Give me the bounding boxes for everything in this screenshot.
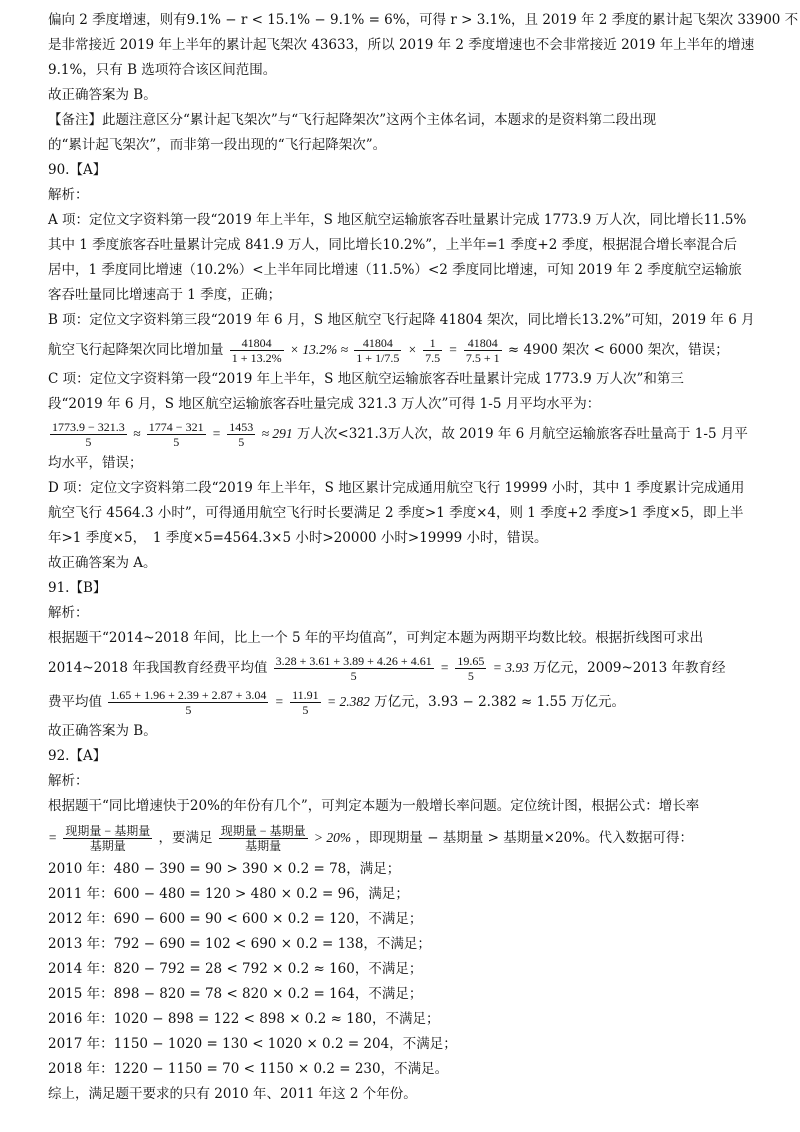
math-text: = 3.93	[492, 660, 529, 675]
fraction	[274, 654, 434, 683]
formula-line	[48, 417, 768, 451]
numerator: 1453	[229, 420, 254, 434]
numerator: 41804	[464, 336, 502, 351]
answer-line: 故正确答案为 B。	[48, 723, 157, 739]
text-line: A 项：定位文字资料第一段“2019 年上半年，S 地区航空运输旅客吞吐量累计完成 1773.9 万人次，同比增长11.5%	[48, 212, 747, 228]
text-line: 偏向 2 季度增速，则有9.1% − r < 15.1% − 9.1% = 6%，可得 r > 3.1%，且 2019 年 2 季度的累计起飞架次 33900 不	[48, 12, 799, 28]
numerator: 41804	[230, 336, 284, 351]
text-line: 故正确答案为 B。	[48, 87, 157, 103]
text-line: 【备注】此题注意区分“累计起飞架次”与“飞行起降架次”这两个主体名词，本题求的是资料第二段出现	[48, 112, 657, 128]
math-text: =	[274, 694, 284, 709]
text-span: 万亿元，2009~2013 年教育经	[533, 660, 726, 676]
text-line: 根据题干“2014~2018 年间，比上一个 5 年的平均值高”，可判定本题为两期平均数比较。根据折线图可求出	[48, 630, 704, 646]
denominator: 5	[467, 669, 474, 683]
math-text: ≈	[133, 426, 141, 441]
denominator: 5	[185, 703, 192, 717]
text-span: 万亿元，3.93 − 2.382 ≈ 1.55 万亿元。	[374, 694, 625, 710]
conclusion-line: 综上，满足题干要求的只有 2010 年、2011 年这 2 个年份。	[48, 1086, 417, 1102]
question-number: 92.【A】	[48, 748, 107, 764]
denominator: 5	[85, 435, 92, 449]
calc-line: 2018 年：1220 − 1150 = 70 < 1150 × 0.2 = 230，不满足。	[48, 1061, 449, 1077]
numerator: 现期量 − 基期量	[220, 824, 306, 838]
answer-line: 故正确答案为 A。	[48, 555, 157, 571]
numerator: 现期量 − 基期量	[65, 824, 151, 838]
numerator: 3.28 + 3.61 + 3.89 + 4.26 + 4.61	[275, 654, 432, 668]
math-text: = 2.382	[326, 694, 370, 709]
math-text: =	[48, 830, 58, 845]
numerator: 41804	[354, 336, 401, 351]
formula-line	[48, 685, 768, 719]
calc-line: 2017 年：1150 − 1020 = 130 < 1020 × 0.2 = 204，不满足；	[48, 1036, 457, 1052]
text-line: D 项：定位文字资料第二段“2019 年上半年，S 地区累计完成通用航空飞行 19999 小时，其中 1 季度累计完成通用	[48, 480, 745, 496]
analysis-label: 解析：	[48, 187, 89, 203]
numerator: 11.91	[292, 688, 319, 702]
text-line: 客吞吐量同比增速高于 1 季度，正确；	[48, 287, 282, 303]
formula-line	[48, 819, 768, 857]
math-text: =	[211, 426, 221, 441]
denominator: 1 + 1/7.5	[356, 351, 400, 365]
fraction	[63, 824, 152, 853]
fraction	[147, 420, 206, 449]
text-span: 万人次<321.3万人次，故 2019 年 6 月航空运输旅客吞吐量高于 1-5 月平	[296, 426, 748, 442]
text-line: 居中，1 季度同比增速（10.2%）<上半年同比增速（11.5%）<2 季度同比增速，可知 2019 年 2 季度航空运输旅	[48, 262, 742, 278]
denominator: 基期量	[89, 839, 126, 853]
calc-line: 2011 年：600 − 480 = 120 > 480 × 0.2 = 96，满足；	[48, 886, 409, 902]
numerator: 19.65	[457, 654, 485, 668]
text-line: B 项：定位文字资料第三段“2019 年 6 月，S 地区航空飞行起降 41804 架次，同比增长13.2%”可知，2019 年 6 月	[48, 312, 755, 328]
document-page	[48, 8, 799, 1107]
numerator: 1773.9 − 321.3	[52, 420, 125, 434]
math-text: × 13.2% ≈	[289, 342, 348, 357]
math-text: ×	[407, 342, 417, 357]
text-line: 段“2019 年 6 月，S 地区航空运输旅客吞吐量完成 321.3 万人次”可得 1-5 月平均水平为：	[48, 396, 601, 412]
formula-line	[48, 651, 768, 685]
text-line: 其中 1 季度旅客吞吐量累计完成 841.9 万人，同比增长10.2%”，上半年=1 季度+2 季度，根据混合增长率混合后	[48, 237, 738, 253]
numerator: 1	[423, 336, 442, 351]
numerator: 1774 − 321	[148, 420, 204, 434]
fraction	[290, 688, 321, 717]
text-span: ，要满足	[158, 830, 213, 846]
calc-line: 2012 年：690 − 600 = 90 < 600 × 0.2 = 120，不满足；	[48, 911, 423, 927]
text-line: 年>1 季度×5， 1 季度×5=4564.3×5 小时>20000 小时>19999 小时，错误。	[48, 530, 548, 546]
fraction	[423, 336, 442, 365]
calc-line: 2015 年：898 − 820 = 78 < 820 × 0.2 = 164，不满足；	[48, 986, 423, 1002]
math-text: > 20%	[313, 830, 352, 845]
question-number: 91.【B】	[48, 580, 107, 596]
fraction	[219, 824, 308, 853]
calc-line: 2016 年：1020 − 898 = 122 < 898 × 0.2 ≈ 180，不满足；	[48, 1011, 440, 1027]
denominator: 5	[302, 703, 309, 717]
analysis-label: 解析：	[48, 773, 89, 789]
text-span: 费平均值	[48, 694, 102, 710]
denominator: 5	[173, 435, 180, 449]
text-line: 航空飞行 4564.3 小时”，可得通用航空飞行时长要满足 2 季度>1 季度×4，则 1 季度+2 季度>1 季度×5，即上半	[48, 505, 744, 521]
math-text: =	[448, 342, 458, 357]
fraction	[227, 420, 255, 449]
text-line: 根据题干“同比增速快于20%的年份有几个”，可判定本题为一般增长率问题。定位统计图，根据公式：增长率	[48, 798, 700, 814]
calc-line: 2014 年：820 − 792 = 28 < 792 × 0.2 ≈ 160，不满足；	[48, 961, 423, 977]
calc-line: 2010 年：480 − 390 = 90 > 390 × 0.2 = 78，满足；	[48, 861, 401, 877]
text-line: 是非常接近 2019 年上半年的累计起飞架次 43633，所以 2019 年 2 季度增速也不会非常接近 2019 年上半年的增速	[48, 37, 755, 53]
fraction	[50, 420, 127, 449]
text-span: 2014~2018 年我国教育经费平均值	[48, 660, 268, 676]
denominator: 5	[238, 435, 245, 449]
text-span: ≈ 4900 架次 < 6000 架次，错误；	[507, 342, 729, 358]
math-text: =	[440, 660, 450, 675]
denominator: 7.5	[425, 351, 441, 365]
fraction	[230, 336, 284, 365]
math-text: ≈ 291	[261, 426, 293, 441]
fraction	[354, 336, 401, 365]
denominator: 7.5 + 1	[465, 351, 500, 365]
question-number: 90.【A】	[48, 162, 107, 178]
text-line: 的“累计起飞架次”，而非第一段出现的“飞行起降架次”。	[48, 137, 387, 153]
denominator: 基期量	[245, 839, 282, 853]
numerator: 1.65 + 1.96 + 2.39 + 2.87 + 3.04	[110, 688, 267, 702]
text-line: C 项：定位文字资料第一段“2019 年上半年，S 地区航空运输旅客吞吐量累计完成 1773.9 万人次”和第三	[48, 371, 684, 387]
formula-line	[48, 333, 768, 367]
text-line: 9.1%，只有 B 选项符合该区间范围。	[48, 62, 277, 78]
text-line: 均水平，错误；	[48, 455, 143, 471]
denominator: 5	[350, 669, 357, 683]
fraction	[455, 654, 486, 683]
analysis-label: 解析：	[48, 605, 89, 621]
denominator: 1 + 13.2%	[231, 351, 282, 365]
fraction	[108, 688, 268, 717]
text-span: ，即现期量 − 基期量 > 基期量×20%。代入数据可得：	[355, 830, 694, 846]
text-span: 航空飞行起降架次同比增加量	[48, 342, 224, 358]
fraction	[464, 336, 502, 365]
calc-line: 2013 年：792 − 690 = 102 < 690 × 0.2 = 138，不满足；	[48, 936, 431, 952]
